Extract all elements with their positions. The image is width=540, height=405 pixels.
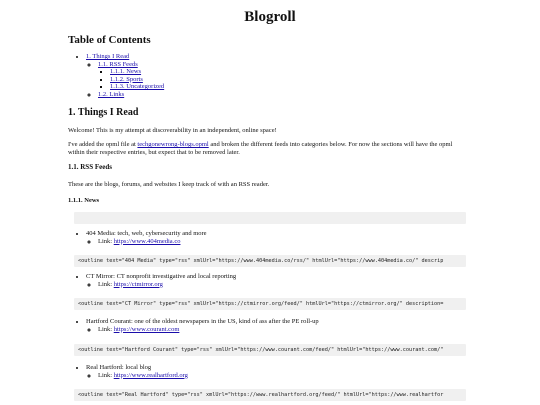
list-item xyxy=(86,364,188,380)
table-of-contents xyxy=(86,53,164,99)
rss-description: These are the blogs, forums, and websites I keep track of with an RSS reader. xyxy=(68,181,270,188)
section-heading-news: 1.1.1. News xyxy=(68,197,100,204)
feed-description: Real Hartford: local blog xyxy=(86,364,152,371)
intro-paragraph: Welcome! This is my attempt at discoverability in an independent, online space! xyxy=(68,127,277,134)
feed-link[interactable]: https://www.404media.co xyxy=(113,237,181,245)
opml-text-post: and broken the different feeds into categories below. For now the sections will have the opml within their respective entries, but expect that to be removed later. xyxy=(68,141,453,156)
list-item xyxy=(98,326,319,334)
feed-entry xyxy=(86,230,207,246)
opml-paragraph xyxy=(68,141,466,157)
code-block-empty xyxy=(74,212,466,224)
toc-item xyxy=(98,91,164,99)
toc-link-uncategorized[interactable]: 1.1.3. Uncategorized xyxy=(110,83,165,91)
code-block-outline: <outline text="Hartford Courant" type="rss" xmlUrl="https://www.courant.com/feed/" htmlUrl="https://www.courant.com/" xyxy=(74,344,466,356)
toc-link-things-i-read[interactable]: 1. Things I Read xyxy=(86,53,130,60)
code-block-outline: <outline text="Real Hartford" type="rss" xmlUrl="https://www.realhartford.org/feed/" htmlUrl="https://www.realhartfor xyxy=(74,389,466,401)
feed-entry xyxy=(86,318,319,334)
list-item xyxy=(98,238,207,246)
list-item xyxy=(86,318,319,334)
page-title: Blogroll xyxy=(244,9,296,25)
toc-item xyxy=(98,61,164,91)
feed-link-label: Link: xyxy=(98,325,114,333)
toc-link-rss-feeds[interactable]: 1.1. RSS Feeds xyxy=(98,60,138,68)
feed-link[interactable]: https://www.courant.com xyxy=(113,325,180,333)
feed-entry xyxy=(86,273,236,289)
list-item xyxy=(86,230,207,246)
toc-item xyxy=(110,83,164,91)
feed-link-label: Link: xyxy=(98,237,114,245)
toc-link-news[interactable]: 1.1.1. News xyxy=(110,68,142,76)
code-block-outline: <outline text="404 Media" type="rss" xmlUrl="https://www.404media.co/rss/" htmlUrl="https://www.404media.co/" descrip xyxy=(74,255,466,267)
section-heading-things-i-read: 1. Things I Read xyxy=(68,107,139,118)
feed-description: CT Mirror: CT nonprofit investigative and local reporting xyxy=(86,273,237,280)
opml-link[interactable]: techgonewrong-blogs.opml xyxy=(137,141,209,148)
feed-description: 404 Media: tech, web, cybersecurity and more xyxy=(86,230,207,237)
list-item xyxy=(86,273,236,289)
feed-link-label: Link: xyxy=(98,371,114,379)
feed-link-label: Link: xyxy=(98,280,114,288)
feed-link[interactable]: https://www.realhartford.org xyxy=(113,371,188,379)
toc-link-sports[interactable]: 1.1.2. Sports xyxy=(110,75,143,83)
feed-description: Hartford Courant: one of the oldest newspapers in the US, kind of ass after the PE roll-up xyxy=(86,318,319,325)
toc-item xyxy=(86,53,164,99)
toc-item xyxy=(110,68,164,76)
toc-item xyxy=(110,76,164,84)
toc-link-links[interactable]: 1.2. Links xyxy=(98,90,125,98)
opml-text-pre: I've added the opml file at xyxy=(68,141,138,148)
feed-link[interactable]: https://ctmirror.org xyxy=(113,280,163,288)
list-item xyxy=(98,372,188,380)
code-block-outline: <outline text="CT Mirror" type="rss" xmlUrl="https://ctmirror.org/feed/" htmlUrl="https://ctmirror.org/" description= xyxy=(74,298,466,310)
feed-entry xyxy=(86,364,188,380)
toc-title: Table of Contents xyxy=(68,34,151,46)
section-heading-rss-feeds: 1.1. RSS Feeds xyxy=(68,163,112,171)
list-item xyxy=(98,281,236,289)
